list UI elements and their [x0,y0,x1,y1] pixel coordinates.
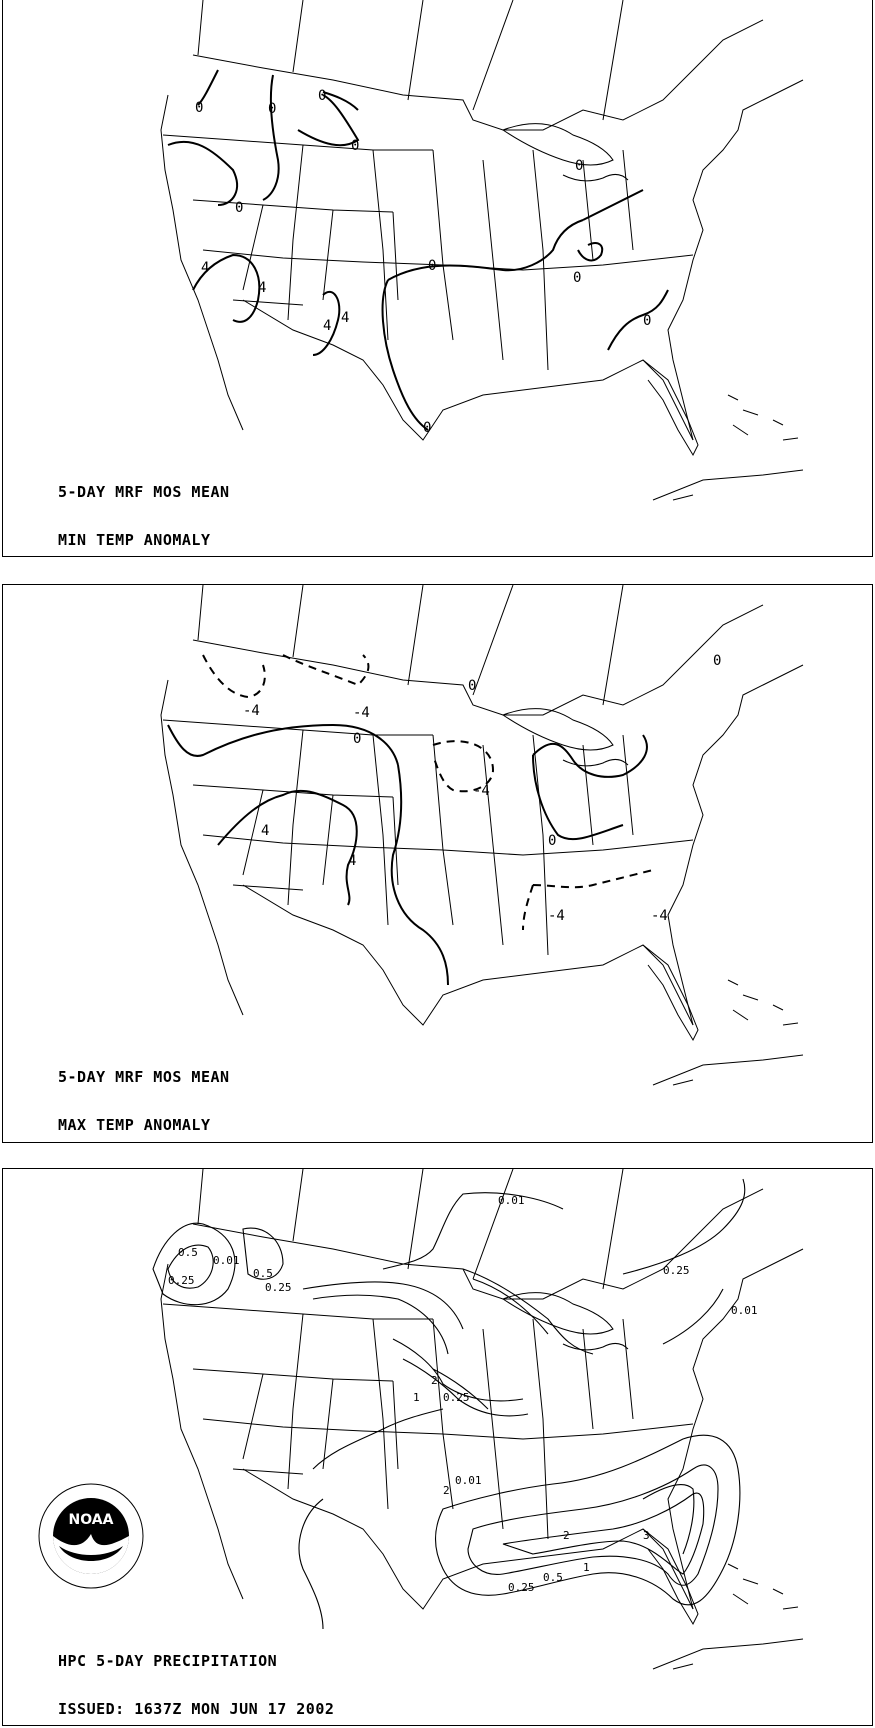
contour-label: 1 [583,1561,590,1574]
contour-label: -4 [473,783,490,799]
contour-label: 3 [643,1529,650,1542]
contour-label: 4 [341,310,350,326]
contour-label: 0 [235,200,244,216]
contour-label: 0.01 [455,1474,482,1487]
caption-line: HPC 5-DAY PRECIPITATION [58,1652,278,1670]
basemap-borders [161,0,803,500]
noaa-logo [39,1484,143,1588]
contour-label: 0 [643,313,652,329]
contour-label: 2 [563,1529,570,1542]
contour-label: 0 [468,678,477,694]
basemap-borders [161,585,803,1085]
caption-line: MAX TEMP ANOMALY [58,1116,211,1134]
min-temp-contour-labels [195,88,651,436]
precip-caption [58,1621,334,1726]
contour-label: 0 [268,101,277,117]
contour-label: 0.25 [443,1391,470,1404]
contour-label: 0 [428,258,437,274]
contour-label: 2 [431,1374,438,1387]
contour-label: 0 [548,833,557,849]
contour-label: 0.5 [543,1571,563,1584]
contour-label: 0.01 [498,1194,525,1207]
min-temp-anomaly-map [2,0,873,557]
contour-label: 2 [443,1484,450,1497]
contour-label: 0.25 [663,1264,690,1277]
precipitation-map [2,1168,873,1726]
contour-label: -4 [548,908,565,924]
contour-label: 4 [258,280,267,296]
caption-line: 5-DAY MRF MOS MEAN [58,1068,230,1086]
contour-label: 0 [575,158,584,174]
contour-label: 0 [351,138,360,154]
caption-line: MIN TEMP ANOMALY [58,531,211,549]
contour-label: 0.5 [178,1246,198,1259]
max-temp-contours [168,655,653,985]
contour-label: 0 [573,270,582,286]
contour-label: 0 [353,731,362,747]
contour-label: 0.5 [253,1267,273,1280]
logo-text: NOAA [68,1512,114,1528]
max-temp-caption [58,1037,334,1143]
contour-label: 0 [318,88,327,104]
contour-label: -4 [651,908,668,924]
precip-contour-labels [168,1194,758,1594]
contour-label: -4 [353,705,370,721]
contour-label: 1 [413,1391,420,1404]
min-temp-caption [58,452,334,557]
contour-label: 0.25 [508,1581,535,1594]
contour-label: 4 [201,260,210,276]
contour-label: 0 [713,653,722,669]
contour-label: -4 [243,703,260,719]
max-temp-contour-labels [243,653,721,924]
contour-label: 0.25 [168,1274,195,1287]
max-temp-anomaly-map [2,584,873,1143]
contour-label: 4 [261,823,270,839]
contour-label: 0 [195,100,204,116]
contour-label: 0.01 [213,1254,240,1267]
contour-label: 0.01 [731,1304,758,1317]
contour-label: 0.25 [265,1281,292,1294]
contour-label: 4 [348,853,357,869]
precip-contours [153,1179,745,1629]
min-temp-contours [168,70,668,430]
contour-label: 4 [323,318,332,334]
caption-line: ISSUED: 1637Z MON JUN 17 2002 [58,1700,335,1718]
caption-line: 5-DAY MRF MOS MEAN [58,483,230,501]
contour-label: 0 [423,420,432,436]
